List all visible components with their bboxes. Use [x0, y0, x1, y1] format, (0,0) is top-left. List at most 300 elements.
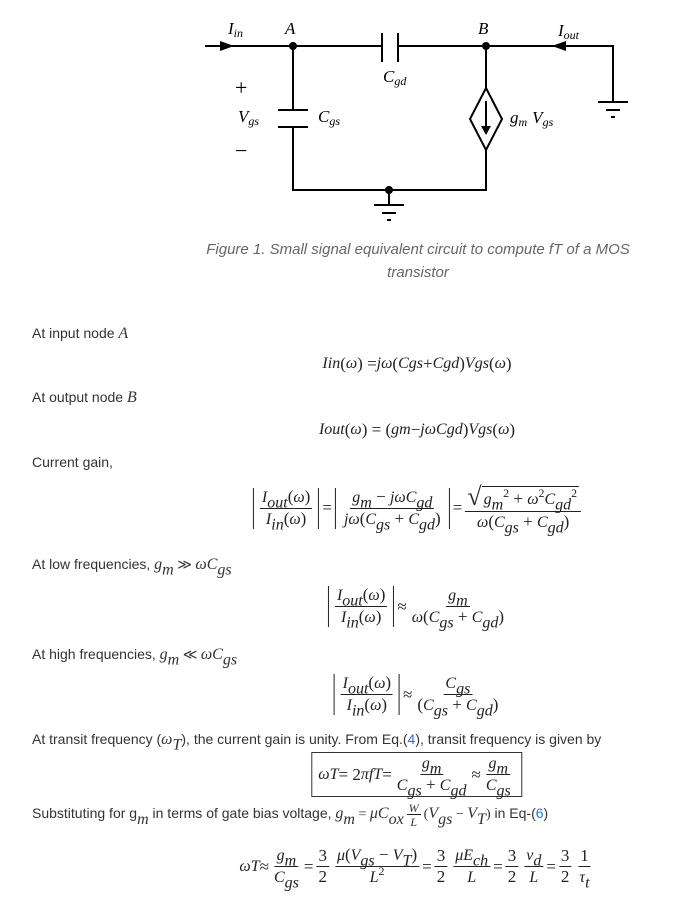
minus-sign: − [235, 138, 248, 163]
text-high-frequencies [32, 644, 238, 669]
math-subscript: T [402, 852, 412, 870]
math-operator: = [452, 498, 463, 517]
math-symbol: C [445, 675, 457, 692]
math-operator: ) [498, 607, 505, 626]
math-symbol: jωC [389, 488, 417, 506]
math-symbol: ω [161, 731, 173, 748]
math-symbol: ω [350, 421, 362, 438]
math-subscript: gd [450, 782, 467, 800]
math-operator: ≫ [173, 558, 196, 573]
math-subscript: gd [419, 516, 436, 534]
math-operator: ) [485, 807, 491, 823]
math-fraction [465, 482, 581, 537]
math-symbol: g [154, 556, 163, 573]
math-symbol: V [392, 847, 403, 864]
math-operator: ) [505, 354, 512, 373]
fraction-denominator [415, 695, 500, 720]
math-subscript: m [496, 760, 509, 778]
fraction-numerator [453, 846, 490, 870]
math-operator: ) [459, 354, 465, 373]
math-operator: ( [417, 695, 424, 714]
math-subscript: gs [360, 852, 375, 870]
math-symbol: L [529, 869, 539, 886]
math-fraction [559, 847, 572, 886]
equation-reference-link[interactable]: 6 [535, 805, 544, 822]
math-symbol: g [483, 491, 492, 508]
fraction-denominator [395, 775, 469, 800]
math-operator: = [354, 807, 370, 823]
math-operator: + [421, 775, 440, 794]
math-symbol: L [410, 815, 418, 829]
iin-label: Iin [228, 19, 244, 40]
iin-arrow-icon [220, 41, 234, 51]
fraction-denominator [559, 867, 572, 886]
math-subscript: m [360, 494, 372, 512]
math-symbol: C [493, 514, 505, 531]
math-fraction [484, 754, 513, 800]
text-run: At input node [32, 325, 119, 341]
math-symbol: jω [376, 355, 393, 372]
math-operator: + [453, 607, 472, 626]
fraction-numerator [446, 586, 470, 610]
math-operator: ≪ [179, 648, 201, 663]
text-run: At high frequencies, [32, 646, 160, 662]
math-fraction [342, 486, 443, 534]
math-symbol: μE [455, 847, 474, 864]
math-symbol: I [322, 355, 328, 372]
math-fraction [395, 754, 469, 800]
fraction-numerator [578, 847, 591, 867]
math-subscript: out [347, 680, 369, 698]
math-symbol: ω [498, 421, 510, 438]
vgs-label: Vgs [238, 107, 260, 128]
math-subscript: m [491, 496, 504, 514]
math-subscript: out [342, 592, 363, 610]
math-subscript: gs [217, 561, 232, 579]
math-symbol: ω [345, 355, 358, 372]
math-symbol: A [118, 325, 129, 342]
math-fraction [453, 846, 490, 887]
math-symbol: ω [370, 697, 382, 714]
math-operator: ) = [357, 354, 377, 373]
math-symbol: g [335, 805, 344, 823]
math-operator: ≈ [259, 856, 269, 876]
node-b-label: B [478, 19, 489, 38]
math-operator: ( [344, 845, 351, 864]
math-fraction [272, 846, 301, 892]
math-square-root [467, 482, 579, 514]
math-operator: ) [304, 486, 311, 506]
math-symbol: V [428, 805, 439, 823]
fraction-numerator [443, 674, 472, 698]
math-operator: ) = ( [361, 420, 392, 439]
math-symbol: τ [579, 868, 586, 886]
ground-node [385, 186, 393, 194]
math-operator: ≈ [471, 764, 481, 784]
math-symbol: C [485, 777, 497, 794]
fraction-numerator [559, 847, 572, 867]
math-subscript: m [429, 760, 442, 778]
math-symbol: I [265, 510, 272, 528]
math-operator: 3 [318, 846, 327, 865]
math-operator: ( [344, 420, 351, 439]
math-symbol: ωC [200, 646, 223, 663]
math-operator: + [518, 512, 537, 531]
plus-sign: + [235, 75, 248, 100]
text-substituting [32, 801, 548, 828]
fraction-denominator [484, 775, 513, 800]
math-symbol: jωC [420, 421, 447, 438]
current-arrow-icon [481, 126, 491, 135]
fraction-numerator [316, 847, 329, 867]
radicand [482, 485, 579, 514]
node-a-label: A [285, 19, 296, 38]
math-operator: + [509, 489, 528, 508]
math-symbol: C [398, 355, 409, 372]
cgs-label: Cgs [318, 107, 341, 128]
fraction-numerator [407, 801, 421, 815]
math-absolute-value [328, 585, 394, 632]
iout-label: Iout [558, 21, 580, 42]
math-symbol: I [318, 421, 325, 438]
fraction-numerator [524, 846, 543, 870]
text-run: At low frequencies, [32, 556, 155, 572]
math-operator: ( [362, 585, 369, 604]
math-symbol: ω [364, 609, 376, 626]
math-symbol: B [126, 389, 137, 406]
fraction-denominator [345, 695, 389, 720]
math-operator: ( [368, 673, 375, 692]
math-symbol: C [273, 869, 285, 886]
math-subscript: gs [496, 782, 511, 800]
math-operator: ( [340, 354, 346, 373]
math-operator: ) [435, 508, 441, 528]
math-symbol: C [544, 491, 556, 508]
circuit-diagram [0, 0, 690, 235]
math-absolute-value [335, 486, 450, 534]
math-symbol: V [350, 847, 361, 864]
math-symbol: ω [477, 514, 489, 531]
fraction-numerator [350, 486, 434, 512]
fraction-denominator [465, 867, 478, 887]
math-operator: − [374, 845, 393, 864]
math-symbol: g [159, 646, 168, 663]
math-symbol: V [467, 805, 478, 823]
math-symbol: V [464, 355, 475, 372]
text-run: At transit frequency ( [32, 731, 162, 747]
fraction-numerator [506, 847, 519, 867]
math-fraction [410, 586, 506, 632]
math-fraction [335, 846, 419, 887]
math-subscript: T [477, 810, 486, 828]
fraction-denominator [410, 607, 506, 632]
math-symbol: C [466, 697, 477, 714]
math-subscript: gd [476, 702, 493, 720]
math-symbol: ω [318, 765, 330, 783]
math-operator: ) [509, 420, 516, 439]
math-operator: ( [287, 486, 294, 506]
math-symbol: C [439, 777, 451, 794]
math-symbol: μC [369, 805, 389, 823]
math-symbol: C [423, 697, 434, 714]
math-fraction [335, 585, 387, 632]
math-fraction [506, 847, 519, 886]
fraction-numerator [435, 847, 448, 867]
math-symbol: C [365, 510, 377, 528]
math-operator: ( [488, 354, 495, 373]
math-operator: ) [385, 673, 392, 692]
fraction-numerator [260, 486, 312, 512]
math-symbol: g [352, 488, 361, 506]
math-operator: ( [423, 607, 429, 626]
math-subscript: gs [376, 516, 391, 534]
fraction-numerator [486, 754, 510, 778]
math-symbol: C [408, 510, 420, 528]
math-operator: ) [563, 512, 570, 531]
math-symbol: ω [293, 488, 305, 506]
math-fraction [524, 846, 543, 887]
math-symbol: C [471, 609, 483, 626]
math-subscript: m [162, 561, 174, 579]
math-symbol: L [467, 869, 477, 886]
math-operator: ≈ [403, 684, 413, 704]
math-operator: ) [381, 695, 388, 714]
equation-input-current: I in ( ω ) = jω ( C gs + C gd ) V gs ( ω ) [322, 354, 512, 373]
fraction-denominator [475, 512, 571, 537]
math-symbol: ω [411, 609, 424, 626]
math-subscript: m [343, 810, 355, 828]
math-operator: + [422, 354, 433, 373]
fraction-denominator [527, 867, 540, 887]
fraction-denominator [272, 867, 301, 892]
math-subscript: gd [555, 496, 572, 514]
math-operator: ( [364, 695, 371, 714]
text-run: Substituting for g [32, 805, 138, 822]
math-operator: 3 [507, 846, 517, 865]
node-b [482, 42, 490, 50]
math-symbol: g [421, 755, 430, 772]
math-symbol: ω [374, 675, 386, 692]
math-operator: 2 [318, 867, 327, 886]
math-operator: = [303, 856, 314, 876]
math-operator: = 2 [338, 764, 361, 784]
math-symbol: g [488, 755, 497, 772]
math-absolute-value [334, 673, 400, 720]
math-symbol: V [468, 421, 479, 438]
math-symbol: ω [527, 491, 539, 508]
math-symbol: ω [289, 510, 301, 528]
math-fraction [341, 673, 393, 720]
math-subscript: m [137, 810, 149, 828]
text-output-node [32, 387, 137, 408]
math-subscript: gs [284, 874, 299, 892]
math-symbol: ω [494, 355, 506, 372]
math-operator: 2 [507, 867, 517, 886]
math-symbol: jω [343, 510, 360, 528]
text-transit-frequency [32, 729, 602, 754]
figure-caption: Figure 1. Small signal equivalent circuit to compute fT of a MOS transistor [206, 241, 630, 281]
text-run: in terms of gate bias voltage, [148, 805, 336, 822]
fraction-denominator [435, 867, 448, 886]
math-operator: + [390, 508, 409, 528]
math-symbol: I [346, 697, 352, 714]
math-operator: ( [359, 508, 366, 528]
gm-vgs-label: gm Vgs [510, 108, 554, 129]
math-subscript: d [533, 852, 542, 870]
equation-high-frequency-gain [331, 673, 504, 720]
fraction-numerator [465, 484, 581, 512]
text-run: in Eq-( [490, 805, 536, 822]
math-symbol: L [369, 869, 379, 886]
fraction-numerator [275, 846, 299, 870]
math-fraction [316, 847, 329, 886]
math-symbol: I [342, 675, 348, 692]
math-operator: = [493, 856, 503, 876]
math-operator: − [410, 420, 421, 439]
equation-transit-frequency-boxed: ω T = 2 πf T = $\frac{g_m}{C_{gs} + C_{gd}}$ ≈ $\frac{g_m}{C_{gs}}$ [311, 752, 522, 797]
math-symbol: μ [336, 847, 345, 864]
text-run: Current gain, [32, 454, 113, 470]
fraction-denominator [264, 508, 308, 534]
equation-reference-link[interactable]: 4 [407, 731, 416, 747]
math-symbol: ω [239, 857, 251, 875]
fraction-denominator [577, 867, 591, 892]
math-superscript: 2 [503, 485, 510, 500]
math-subscript: gs [439, 614, 454, 632]
fraction-denominator [408, 815, 419, 828]
math-operator: ( [492, 420, 499, 439]
math-operator: = [422, 856, 432, 876]
math-operator: ) [492, 695, 499, 714]
math-subscript: t [585, 874, 590, 892]
math-operator: 3 [560, 846, 570, 865]
fraction-numerator [341, 673, 393, 698]
circuit-wires [205, 33, 628, 220]
math-operator: ( [392, 354, 399, 373]
math-subscript: in [271, 516, 284, 534]
math-operator: = [546, 856, 556, 876]
math-subscript: out [267, 494, 288, 512]
math-operator: − [452, 807, 468, 823]
math-symbol: ω [368, 587, 380, 604]
cgd-label: Cgd [383, 67, 407, 88]
math-operator: 2 [436, 867, 446, 886]
math-subscript: ch [473, 852, 489, 870]
math-subscript: gd [547, 519, 564, 537]
math-operator: 1 [580, 845, 589, 865]
math-symbol: g [391, 421, 400, 438]
math-symbol: ωC [195, 556, 218, 573]
math-subscript: in [351, 702, 365, 720]
fraction-denominator [506, 867, 519, 886]
math-symbol: g [276, 847, 285, 864]
fraction-denominator [316, 867, 329, 886]
equation-low-frequency-gain [325, 585, 509, 632]
text-run: At output node [32, 389, 127, 405]
math-subscript: gs [438, 810, 453, 828]
math-symbol: πf [360, 765, 374, 783]
math-operator: ) [300, 508, 307, 528]
math-operator: ( [358, 607, 365, 626]
math-subscript: m [456, 592, 468, 610]
math-symbol: I [340, 609, 347, 626]
math-superscript: 2 [378, 863, 385, 878]
math-symbol: I [261, 488, 268, 506]
math-subscript: T [172, 736, 182, 754]
math-subscript: gs [456, 680, 471, 698]
math-symbol: C [536, 514, 548, 531]
text-low-frequencies [32, 554, 232, 579]
math-operator: ) [411, 845, 418, 864]
cgd-capacitor [382, 33, 398, 62]
math-superscript: 2 [571, 485, 578, 500]
math-superscript: 2 [538, 485, 545, 500]
math-operator: ) [462, 420, 469, 439]
radical-sign: √ [467, 482, 482, 511]
fraction-denominator [342, 508, 443, 534]
math-fraction [415, 674, 500, 720]
math-subscript: gs [407, 782, 422, 800]
math-operator: ≈ [397, 596, 407, 616]
iout-arrow-icon [552, 41, 566, 51]
math-subscript: m [167, 651, 180, 669]
math-subscript: m [284, 852, 297, 870]
math-subscript: ox [388, 810, 404, 828]
fraction-numerator [335, 845, 419, 870]
math-fraction [577, 845, 591, 892]
math-subscript: gs [504, 519, 519, 537]
math-operator: ( [488, 512, 494, 531]
math-operator: ( [283, 508, 290, 528]
equation-output-current: I out ( ω ) = ( g m − jωC gd ) V gs ( ω ) [318, 420, 516, 439]
math-operator: ) [375, 607, 382, 626]
math-symbol: C [428, 609, 440, 626]
equation-current-gain [250, 482, 584, 537]
text-input-node [32, 323, 128, 344]
math-fraction [407, 801, 421, 828]
math-symbol: g [448, 587, 457, 604]
math-symbol: I [336, 587, 343, 604]
fraction-denominator [339, 607, 383, 632]
fraction-numerator [335, 585, 387, 610]
math-operator: ( [423, 807, 429, 823]
node-a [289, 42, 297, 50]
math-operator: ) [379, 585, 386, 604]
math-subscript: gd [482, 614, 499, 632]
equation-transit-frequency-final: ω T ≈ $\frac{g_m}{C_{gs}}$ = $\frac{3}{2}$ $\frac{\mu(V_{gs} - V_T)}{L^2}$ = $\frac{3}{2}$ $\frac{\mu E_{ch}}{L}$ = $\frac{3}{2}$ $\frac{v_d}{L}$ = $\frac{3}{2}$ $\frac{1}{\tau_t}$ [239, 845, 590, 892]
text-run: ), the current gain is unity. From Eq.( [181, 731, 408, 747]
math-subscript: gs [433, 702, 448, 720]
math-operator: + [447, 695, 467, 714]
fraction-numerator [420, 754, 444, 778]
math-operator: = [322, 498, 332, 517]
math-symbol: v [526, 847, 534, 864]
math-operator: = [382, 764, 392, 784]
math-subscript: gs [222, 651, 238, 669]
text-current-gain [32, 452, 113, 472]
math-absolute-value [253, 486, 319, 534]
text-run: ) [543, 805, 549, 822]
math-operator: 3 [436, 846, 446, 865]
text-run: ), transit frequency is given by [415, 731, 602, 747]
math-symbol: C [432, 355, 444, 372]
math-symbol: W [408, 801, 419, 815]
math-symbol: C [396, 777, 408, 794]
math-fraction [260, 486, 312, 534]
math-operator: − [371, 486, 390, 506]
math-fraction [435, 847, 448, 886]
math-subscript: gd [416, 494, 433, 512]
